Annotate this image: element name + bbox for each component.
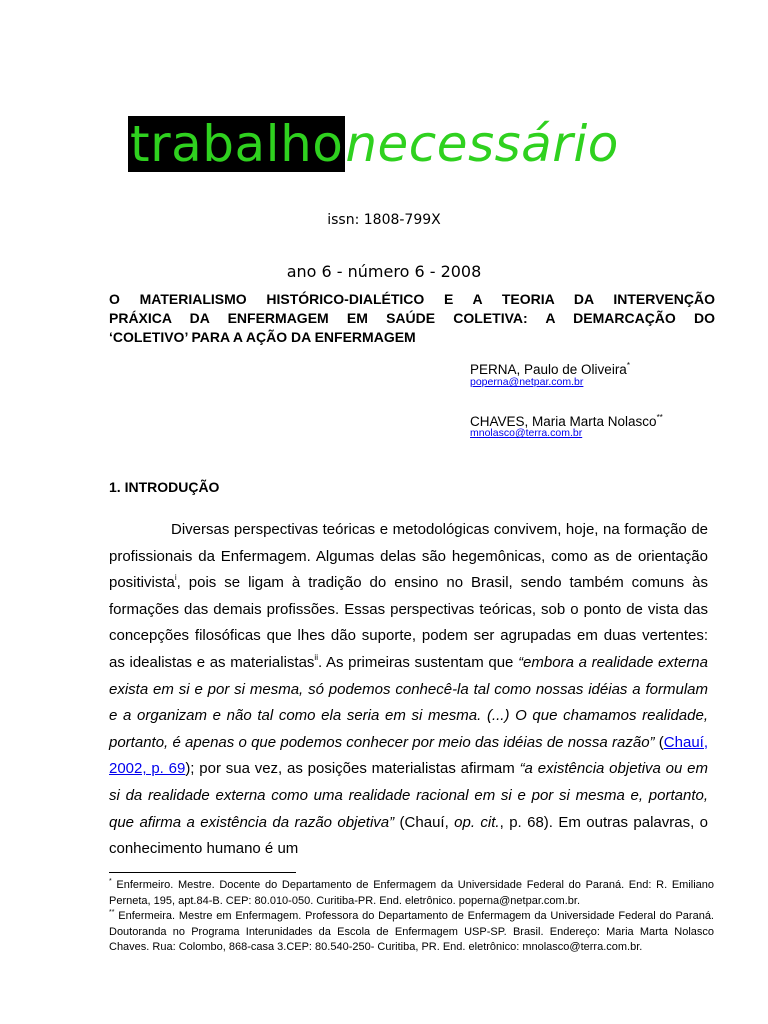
title-line-2: PRÁXICA DA ENFERMAGEM EM SAÚDE COLETIVA: A DEMARCAÇÃO DO <box>109 310 715 326</box>
footnotes <box>109 878 714 956</box>
body-text-run: ( <box>654 733 664 751</box>
footnote-2-mark: ** <box>109 909 115 916</box>
endnote-ref-ii[interactable]: ii <box>314 652 318 662</box>
body-text-run: . As primeiras sustentam que <box>317 653 519 671</box>
section-heading-introducao: 1. INTRODUÇÃO <box>109 479 220 495</box>
footnote-2-text: Enfermeira. Mestre em Enfermagem. Professora do Departamento de Enfermagem da Universidade Federal do Paraná. Doutoranda no Programa Interunidades da Escola de Enfermagem USP-SP. Brasil. Endereço: Maria Marta Nolasco Chaves. Rua: Colombo, 868-casa 3.CEP: 80.540-250- Curitiba, PR. End. eletrônico: mnolasco@terra.com.br. <box>109 910 714 953</box>
body-text-run: ); por sua vez, as posições materialistas afirmam <box>185 760 520 778</box>
issue-line: ano 6 - número 6 - 2008 <box>286 262 482 281</box>
author-2-email-link[interactable]: mnolasco@terra.com.br <box>470 427 583 439</box>
journal-masthead <box>128 116 619 176</box>
article-title <box>109 290 715 347</box>
citation-op-cit: op. cit. <box>454 813 500 831</box>
intro-paragraph <box>109 517 708 863</box>
author-1 <box>470 361 630 377</box>
title-line-1: O MATERIALISMO HISTÓRICO-DIALÉTICO E A TEORIA DA INTERVENÇÃO <box>109 291 715 307</box>
body-text <box>109 517 708 863</box>
quote-idealist: “embora a realidade externa exista em si e por si mesma, só podemos conhecê-la tal como nossas idéias a formulam e a organizam e não tal como ela seria em si mesma. (...) O que chamamos realidade, portanto, é apenas o que podemos conhecer por meio das idéias de nossa razão” <box>109 653 708 751</box>
author-2-name: CHAVES, Maria Marta Nolasco <box>470 414 657 429</box>
body-text-run: , pois se ligam à tradição do ensino no Brasil, sendo também comuns às formações das demais profissões. Essas perspectivas teóricas, sob o ponto de vista das concepções filosóficas que lhes dão suporte, podem ser agrupadas em duas vertentes: as idealistas e as materialistas <box>109 574 708 671</box>
author-2-footnote-mark: ** <box>656 413 663 422</box>
issn-line: issn: 1808-799X <box>327 212 441 228</box>
footnote-separator <box>109 872 296 873</box>
body-text-run: , p. 68). Em outras palavras, o conhecimento humano é um <box>109 813 709 858</box>
body-text-run: (Chauí, <box>394 813 455 831</box>
author-1-footnote-mark: * <box>626 361 630 370</box>
masthead-necessario: necessário <box>345 115 619 173</box>
footnote-1-mark: * <box>109 878 112 885</box>
author-1-name: PERNA, Paulo de Oliveira <box>470 362 627 377</box>
masthead-trabalho: trabalho <box>130 115 344 173</box>
author-1-email-link[interactable]: poperna@netpar.com.br <box>470 376 584 388</box>
title-line-3: ‘COLETIVO’ PARA A AÇÃO DA ENFERMAGEM <box>109 329 416 345</box>
endnote-ref-i[interactable]: i <box>174 573 177 583</box>
footnote-1 <box>109 878 714 909</box>
footnote-1-text: Enfermeiro. Mestre. Docente do Departamento de Enfermagem da Universidade Federal do Paraná. End: R. Emiliano Perneta, 195, apt.84-B. CEP: 80.010-050. Curitiba-PR. End. eletrônico. poperna@netpar.com.br. <box>109 879 714 907</box>
footnote-2 <box>109 909 714 956</box>
quote-materialist: “a existência objetiva ou em si da realidade externa como uma realidade racional em si e por si mesma e, portanto, que afirma a existência da razão objetiva” <box>109 760 708 831</box>
body-text-run: Diversas perspectivas teóricas e metodológicas convivem, hoje, na formação de profissionais da Enfermagem. Algumas delas são hegemônicas, como as de orientação positivista <box>109 521 708 592</box>
citation-link-chaui-2002[interactable]: Chauí, 2002, p. 69 <box>109 733 708 778</box>
